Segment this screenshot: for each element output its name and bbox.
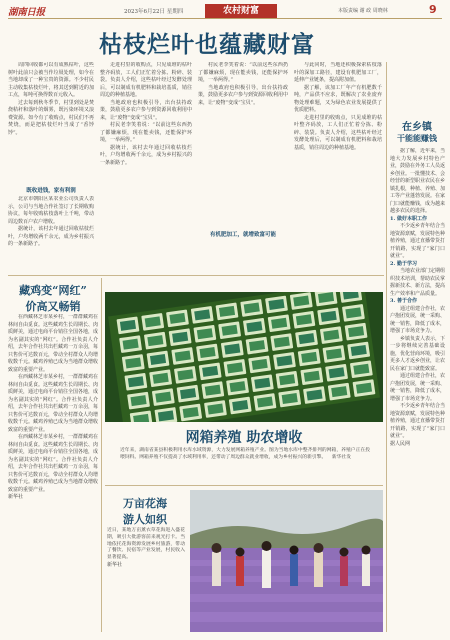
paragraph: 与此同时，当地还积极探索枯枝落叶的深加工路径，建设有机肥加工厂，延伸产业链条，提高附加值。 [294,62,382,83]
flower-sea-photo [190,490,383,632]
section-subtitle: 有机肥加工，就增致富可能 [209,232,276,238]
story-title: 网箱养殖 助农增收 [185,430,303,446]
paragraph: 通过组建合作社，农户抱团发展，统一采购、统一销售，降低了成本，增强了市场竞争力。 [390,305,445,334]
paragraph: 过去每到秋冬季节，村里到处是焚烧秸秆和落叶的烟雾，既污染环境又浪费资源。如今有了收购点，村民们不再焚烧，而是把枯枝烂叶当成了“香饽饽”。 [8,99,94,136]
story-author: 据人民网 [390,440,411,447]
paragraph: 当地政府也积极引导，出台扶持政策，鼓励更多农户参与到资源回收利用中来，让“废物”变成“宝贝”。 [198,84,288,106]
article-column-1 [8,62,94,182]
article-column-4 [294,62,382,267]
caption-text: 近日，某地万亩薰衣草花海进入盛花期，吸引大批游客前来观光打卡。当地依托花海资源发展乡村旅游，带动了餐饮、民宿等产业发展，村民收入显著提高。 [107,528,185,561]
story-title-line2: 游人如织 [123,513,167,526]
photo-caption [120,448,370,462]
paragraph: 村民老李笑着说：“以前这些东西扔了都嫌麻烦，现在能卖钱，还能保护环境，一举两得。” [100,122,192,143]
paragraph: 当地政府也积极引导，出台扶持政策，鼓励更多农户参与到资源回收利用中来，让“废物”变成“宝贝”。 [100,99,192,121]
story-title [8,282,98,314]
cage-farming-photo [105,292,383,422]
paragraph: 据统计，该村去年通过回收枯枝烂叶，户均增收两千余元，成为乡村振兴的一条新路子。 [8,226,94,247]
story-text [8,314,98,630]
numbered-heading: 3. 善于合作 [390,298,417,304]
numbered-heading: 1. 做好本职工作 [390,215,427,222]
paragraph: 在西藏林芝市某乡村，一群群藏鸡在林间自由觅食。这些藏鸡生长周期长、肉质鲜美，通过电商平台销往全国各地，成为名副其实的“网红”。合作社负责人介绍，去年合作社共出栏藏鸡一万余羽，每只售价可达数百元，带动全村群众人均增收数千元。藏鸡养殖已成为当地群众增收致富的重要产业。 [8,374,98,433]
paragraph: 北京市朝阳区某农业公司负责人表示，公司与当地合作社签订了长期收购协议，每年收购枯枝落叶上千吨，带动周边数百户农户增收。 [8,196,94,225]
paragraph: 不少返乡青年结合当地资源禀赋，发展特色种植养殖，通过直播带货打开销路，实现了“家门口就业”。 [390,403,445,439]
numbered-heading: 2. 勤于学习 [390,260,417,267]
caption-author: 新华社发 [331,454,352,460]
story-title-line1: 藏鸡变“网红” [19,284,87,297]
photo-caption [107,528,185,568]
story-title-line2: 干能能赚钱 [397,133,437,143]
section-subtitle: 既收进钱，家有利润 [26,188,76,194]
article-column-1b [8,196,94,266]
editor-credits: 本版责编 谢 政 周晓林 [338,8,388,14]
page-header [8,4,442,19]
paragraph: 据了解，近年来，当地大力发展乡村特色产业，鼓励在外务工人员返乡创业。一批懂技术、会经营的新型职业农民在乡镇扎根，种植、养殖、加工等产业蓬勃发展。在家门口就能赚钱，成为越来越多农民的选择。 [390,148,445,214]
story-title [105,495,185,527]
section-banner: 农村财富 [205,4,277,18]
paragraph: 走进村里的收购点，只见成堆的枯叶整齐码放，工人们正忙着分拣、粉碎、装袋。负责人介绍，这些枯叶经过发酵处理后，可以制成有机肥料和栽培基质，销往周边的种植基地。 [100,62,192,98]
paragraph: 走进村里的收购点，只见成堆的枯叶整齐码放，工人们正忙着分拣、粉碎、装袋。负责人介绍，这些枯叶经过发酵处理后，可以制成有机肥料和栽培基质，销往周边的种植基地。 [294,114,382,151]
story-author: 新华社 [8,494,24,500]
newspaper-logo: 湖南日报 [8,7,45,18]
right-column-text [390,148,445,632]
caption-text: 近年来，湖南省某县积极利用水库水域资源，大力发展网箱养殖产业。图为当地水库中整齐排列的网箱，养殖户正在投喂饲料。网箱养殖不仅提高了水域利用率，还带动了周边群众就业增收，成为乡村振兴的新引擎。 [120,448,370,460]
paragraph: 当地农业部门定期组织技术培训，帮助农民掌握新技术、新方法，提高生产效率和产品质量。 [390,268,445,297]
paragraph: 通过组建合作社，农户抱团发展，统一采购、统一销售，降低了成本，增强了市场竞争力。 [390,373,445,402]
lavender-field-image [190,490,383,632]
column-divider [386,62,387,632]
paragraph: 在西藏林芝市某乡村，一群群藏鸡在林间自由觅食。这些藏鸡生长周期长、肉质鲜美，通过电商平台销往全国各地，成为名副其实的“网红”。合作社负责人介绍，去年合作社共出栏藏鸡一万余羽，每只售价可达数百元，带动全村群众人均增收数千元。藏鸡养殖已成为当地群众增收致富的重要产业。 [8,434,98,493]
paragraph: 据了解，该加工厂年产有机肥数千吨，产品供不应求，既解决了农业废弃物处理难题，又为绿色农业发展提供了优质肥料。 [294,84,382,113]
paragraph: 乡镇负责人表示，下一步将继续完善基础设施，优化营商环境，吸引更多人才返乡创业，让农民在家门口就能致富。 [390,335,445,372]
section-divider [8,275,384,276]
page-number: 9 [429,3,437,16]
paragraph: 不少返乡青年结合当地资源禀赋，发展特色种植养殖，通过直播带货打开销路，实现了“家门口就业”。 [390,223,445,259]
column-divider [101,278,102,632]
issue-date: 2023年6月22日 星期四 [124,9,184,15]
paragraph: 据统计，该村去年通过回收枯枝烂叶，户均增收两千余元，成为乡村振兴的一条新路子。 [100,144,192,166]
story-title-line1: 在乡镇 [402,122,432,133]
story-title-line2: 价高又畅销 [25,300,81,313]
paragraph: 村民老李笑着说：“以前这些东西扔了都嫌麻烦，现在能卖钱，还能保护环境，一举两得。” [198,62,288,83]
cage-farming-image [105,292,383,422]
story-title [388,118,446,144]
caption-author: 新华社 [107,561,123,568]
main-headline: 枯枝烂叶也蕴藏财富 [99,31,315,58]
paragraph: 在西藏林芝市某乡村，一群群藏鸡在林间自由觅食。这些藏鸡生长周期长、肉质鲜美，通过电商平台销往全国各地，成为名副其实的“网红”。合作社负责人介绍，去年合作社共出栏藏鸡一万余羽，每只售价可达数百元，带动全村群众人均增收数千元。藏鸡养殖已成为当地群众增收致富的重要产业。 [8,314,98,373]
section-divider [105,485,383,486]
article-column-2 [100,62,192,267]
paragraph: 周四回收都可以有成熟枯叶，这些树叶此前只会被当作垃圾处理，如今在当地却成了一种宝贵的资源。不少村民主动收集枯枝烂叶，将其送到附近的加工点，每吨可换得数百元收入。 [8,62,94,98]
story-title-line1: 万亩花海 [123,497,167,510]
